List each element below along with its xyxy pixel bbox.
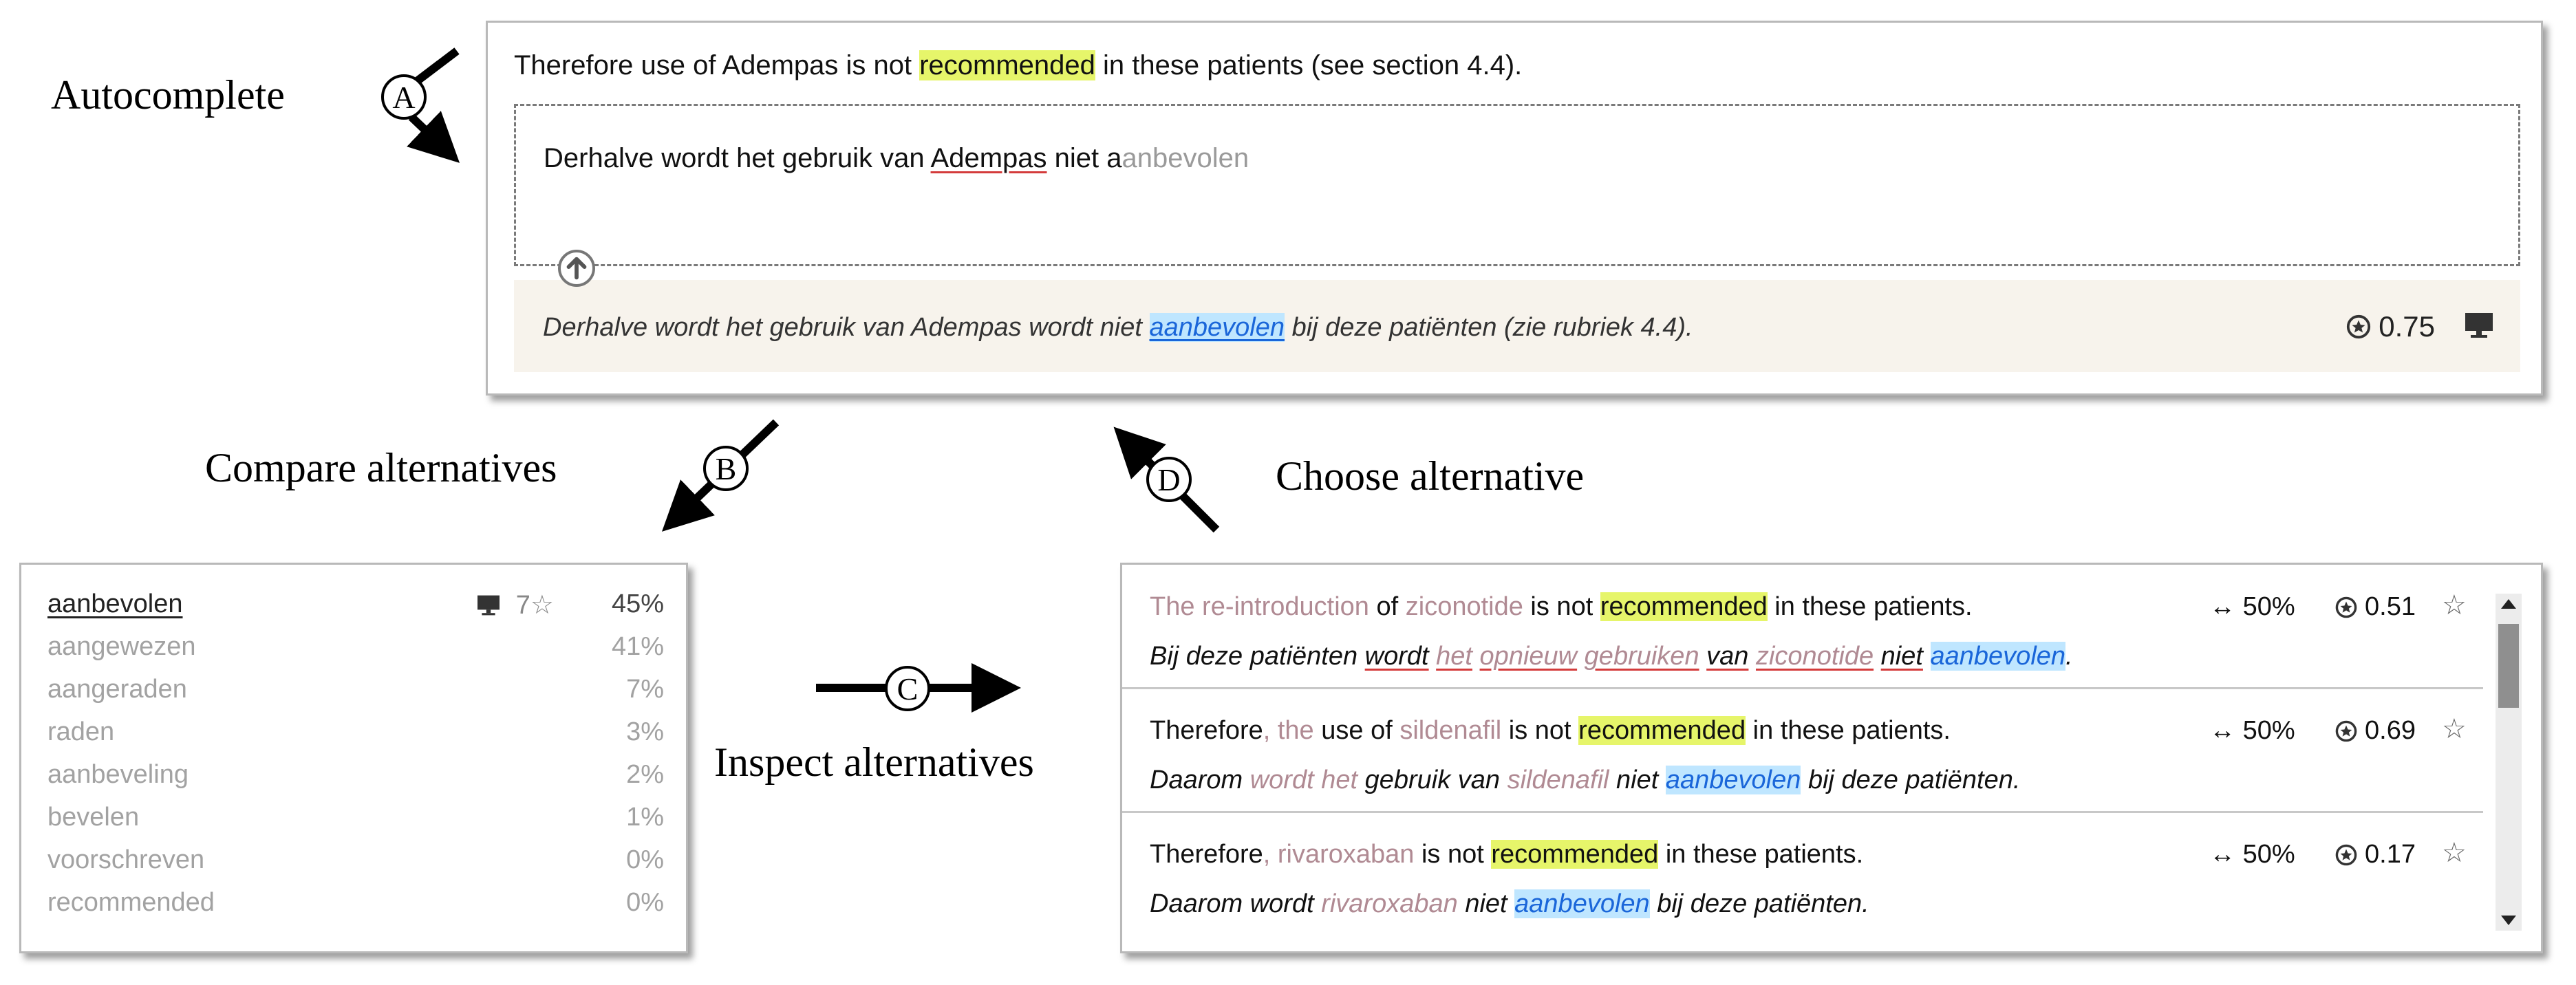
suggestion-prefix: Derhalve wordt het gebruik van Adempas wordt niet: [543, 313, 1150, 342]
alternative-row[interactable]: [47, 803, 664, 845]
matched-text: in these patients.: [1658, 840, 1864, 869]
matched-text: Therefore: [1150, 716, 1263, 745]
source-sentence: [514, 50, 1522, 81]
matched-text: of: [1368, 592, 1406, 621]
alternative-word: bevelen: [47, 803, 140, 832]
matched-text: Bij deze patiënten: [1150, 642, 1365, 671]
unmatched-text: sildenafil: [1507, 766, 1609, 794]
source-highlight: recommended: [1578, 716, 1746, 745]
machine-translation-icon: [476, 594, 501, 616]
coverage-value: 50%: [2242, 840, 2295, 869]
match-coverage: [2209, 840, 2295, 869]
source-highlight: recommended: [919, 50, 1095, 80]
alternative-pct: 3%: [626, 717, 664, 746]
matched-text: is not: [1523, 592, 1600, 621]
scroll-up-icon[interactable]: [2501, 599, 2516, 609]
label-choose: Choose alternative: [1276, 453, 1585, 499]
unmatched-text: sildenafil: [1399, 716, 1502, 745]
coverage-icon: ↔: [2209, 840, 2243, 869]
alternative-word: raden: [47, 717, 115, 746]
coverage-icon: ↔: [2209, 592, 2243, 621]
alternative-row[interactable]: [47, 888, 664, 931]
score-icon: [2334, 596, 2358, 619]
alternative-word: aangeraden: [47, 675, 187, 704]
typed-text: Derhalve wordt het gebruik van: [544, 143, 931, 173]
alternative-pct: 7%: [626, 675, 664, 704]
match-item[interactable]: [1122, 565, 2483, 687]
match-coverage: [2209, 716, 2295, 746]
alternative-row[interactable]: [47, 717, 664, 760]
unmatched-text: , rivaroxaban: [1263, 840, 1415, 869]
alternative-pct: 2%: [626, 760, 664, 789]
label-autocomplete: Autocomplete: [51, 72, 285, 118]
step-a-marker: A: [381, 74, 427, 120]
step-d-marker: D: [1146, 457, 1192, 502]
alternative-row[interactable]: [47, 845, 664, 888]
translation-editor-panel: [486, 21, 2543, 396]
scrollbar[interactable]: [2496, 594, 2522, 931]
coverage-value: 50%: [2242, 592, 2295, 621]
changed-word: niet: [1880, 642, 1923, 671]
unmatched-text: The re-introduction: [1150, 592, 1369, 621]
full-suggestion[interactable]: [514, 280, 2520, 372]
matched-text: bij deze patiënten.: [1649, 889, 1869, 918]
changed-word: ziconotide: [1755, 642, 1874, 671]
scroll-down-icon[interactable]: [2501, 916, 2516, 925]
changed-word: gebruiken: [1584, 642, 1699, 671]
source-highlight: recommended: [1600, 592, 1768, 621]
source-text-end: in these patients (see section 4.4).: [1095, 50, 1523, 80]
target-highlight: aanbevolen: [1665, 766, 1801, 794]
matched-text: Daarom: [1150, 766, 1250, 794]
label-compare: Compare alternatives: [205, 445, 557, 490]
matched-text: niet: [1457, 889, 1515, 918]
alternative-word: aanbeveling: [47, 760, 189, 789]
autocomplete-ghost: anbevolen: [1121, 143, 1249, 173]
alternative-pct: 41%: [611, 632, 664, 661]
alternative-row[interactable]: [47, 589, 664, 632]
alternative-row[interactable]: [47, 632, 664, 675]
score-icon: [2346, 314, 2372, 340]
translation-matches-panel: [1120, 563, 2543, 953]
match-score-value: 0.51: [2365, 592, 2416, 621]
unmatched-text: wordt het: [1249, 766, 1358, 794]
match-target: [1150, 642, 2073, 671]
match-item[interactable]: [1122, 689, 2483, 811]
matched-text: gebruik van: [1357, 766, 1507, 794]
alternative-word: voorschreven: [47, 845, 205, 874]
unmatched-text: , the: [1263, 716, 1314, 745]
target-highlight: aanbevolen: [1930, 642, 2066, 671]
alternative-word: aangewezen: [47, 632, 196, 661]
coverage-icon: ↔: [2209, 716, 2243, 745]
source-text: Therefore use of Adempas is not: [514, 50, 920, 80]
suggestion-text: [543, 313, 1693, 343]
matched-text: in these patients.: [1746, 716, 1951, 745]
alternative-pct: 0%: [626, 845, 664, 874]
machine-translation-icon: [2464, 312, 2494, 343]
alternative-row[interactable]: [47, 675, 664, 717]
source-highlight: recommended: [1491, 840, 1659, 869]
match-score-value: 0.69: [2365, 716, 2416, 745]
matched-text: is not: [1501, 716, 1579, 745]
suggestion-suffix: bij deze patiënten (zie rubriek 4.4).: [1285, 313, 1693, 342]
match-item[interactable]: [1122, 812, 2483, 935]
matched-text: is not: [1414, 840, 1492, 869]
alternative-row[interactable]: [47, 760, 664, 803]
matched-text: Therefore: [1150, 840, 1263, 869]
alternative-word: aanbevolen: [47, 589, 183, 618]
changed-word: wordt: [1364, 642, 1429, 671]
label-inspect: Inspect alternatives: [714, 739, 1034, 785]
changed-word: het: [1436, 642, 1472, 671]
suggestion-highlight-link[interactable]: aanbevolen: [1149, 313, 1285, 342]
coverage-value: 50%: [2242, 716, 2295, 745]
matched-text: Daarom wordt: [1150, 889, 1322, 918]
arrow-a-out: [411, 117, 442, 146]
star-icon[interactable]: ☆: [2442, 714, 2467, 744]
matched-text: .: [2065, 642, 2073, 671]
matched-text: use of: [1313, 716, 1400, 745]
accept-suggestion-button[interactable]: [558, 250, 595, 287]
typed-misspelled-word: Adempas: [930, 143, 1047, 173]
suggestion-score-value: 0.75: [2379, 310, 2435, 343]
score-icon: [2334, 843, 2358, 867]
alternative-meta: [476, 589, 554, 620]
match-score: [2334, 592, 2416, 622]
match-count: 7: [515, 591, 530, 620]
match-coverage: [2209, 592, 2295, 622]
match-target: [1150, 889, 1869, 919]
step-b-marker: B: [703, 446, 749, 491]
match-source: [1150, 592, 1973, 622]
match-source: [1150, 716, 1951, 746]
changed-word: van: [1706, 642, 1749, 671]
changed-word: opnieuw: [1479, 642, 1578, 671]
score-icon: [2334, 719, 2358, 743]
arrow-up-icon: [561, 252, 592, 284]
unmatched-text: ziconotide: [1405, 592, 1523, 621]
matched-text: bij deze patiënten.: [1801, 766, 2021, 794]
matched-text: in these patients.: [1767, 592, 1973, 621]
typed-text-end: niet a: [1046, 143, 1122, 173]
suggestion-score: [2346, 310, 2435, 343]
target-highlight: aanbevolen: [1514, 889, 1650, 918]
unmatched-text: rivaroxaban: [1321, 889, 1458, 918]
match-score: [2334, 840, 2416, 869]
match-target: [1150, 766, 2020, 795]
alternative-word: recommended: [47, 888, 215, 917]
step-c-marker: C: [885, 666, 930, 711]
match-score: [2334, 716, 2416, 746]
alternative-pct: 1%: [626, 803, 664, 832]
star-icon[interactable]: ☆: [2442, 590, 2467, 620]
match-source: [1150, 840, 1863, 869]
translation-input[interactable]: [514, 104, 2520, 266]
alternative-pct: 45%: [611, 589, 664, 618]
star-icon: ☆: [530, 591, 554, 620]
match-score-value: 0.17: [2365, 840, 2416, 869]
star-icon[interactable]: ☆: [2442, 838, 2467, 868]
scrollbar-thumb[interactable]: [2498, 624, 2519, 708]
alternative-pct: 0%: [626, 888, 664, 917]
matched-text: niet: [1609, 766, 1666, 794]
alternatives-panel: [19, 563, 688, 953]
